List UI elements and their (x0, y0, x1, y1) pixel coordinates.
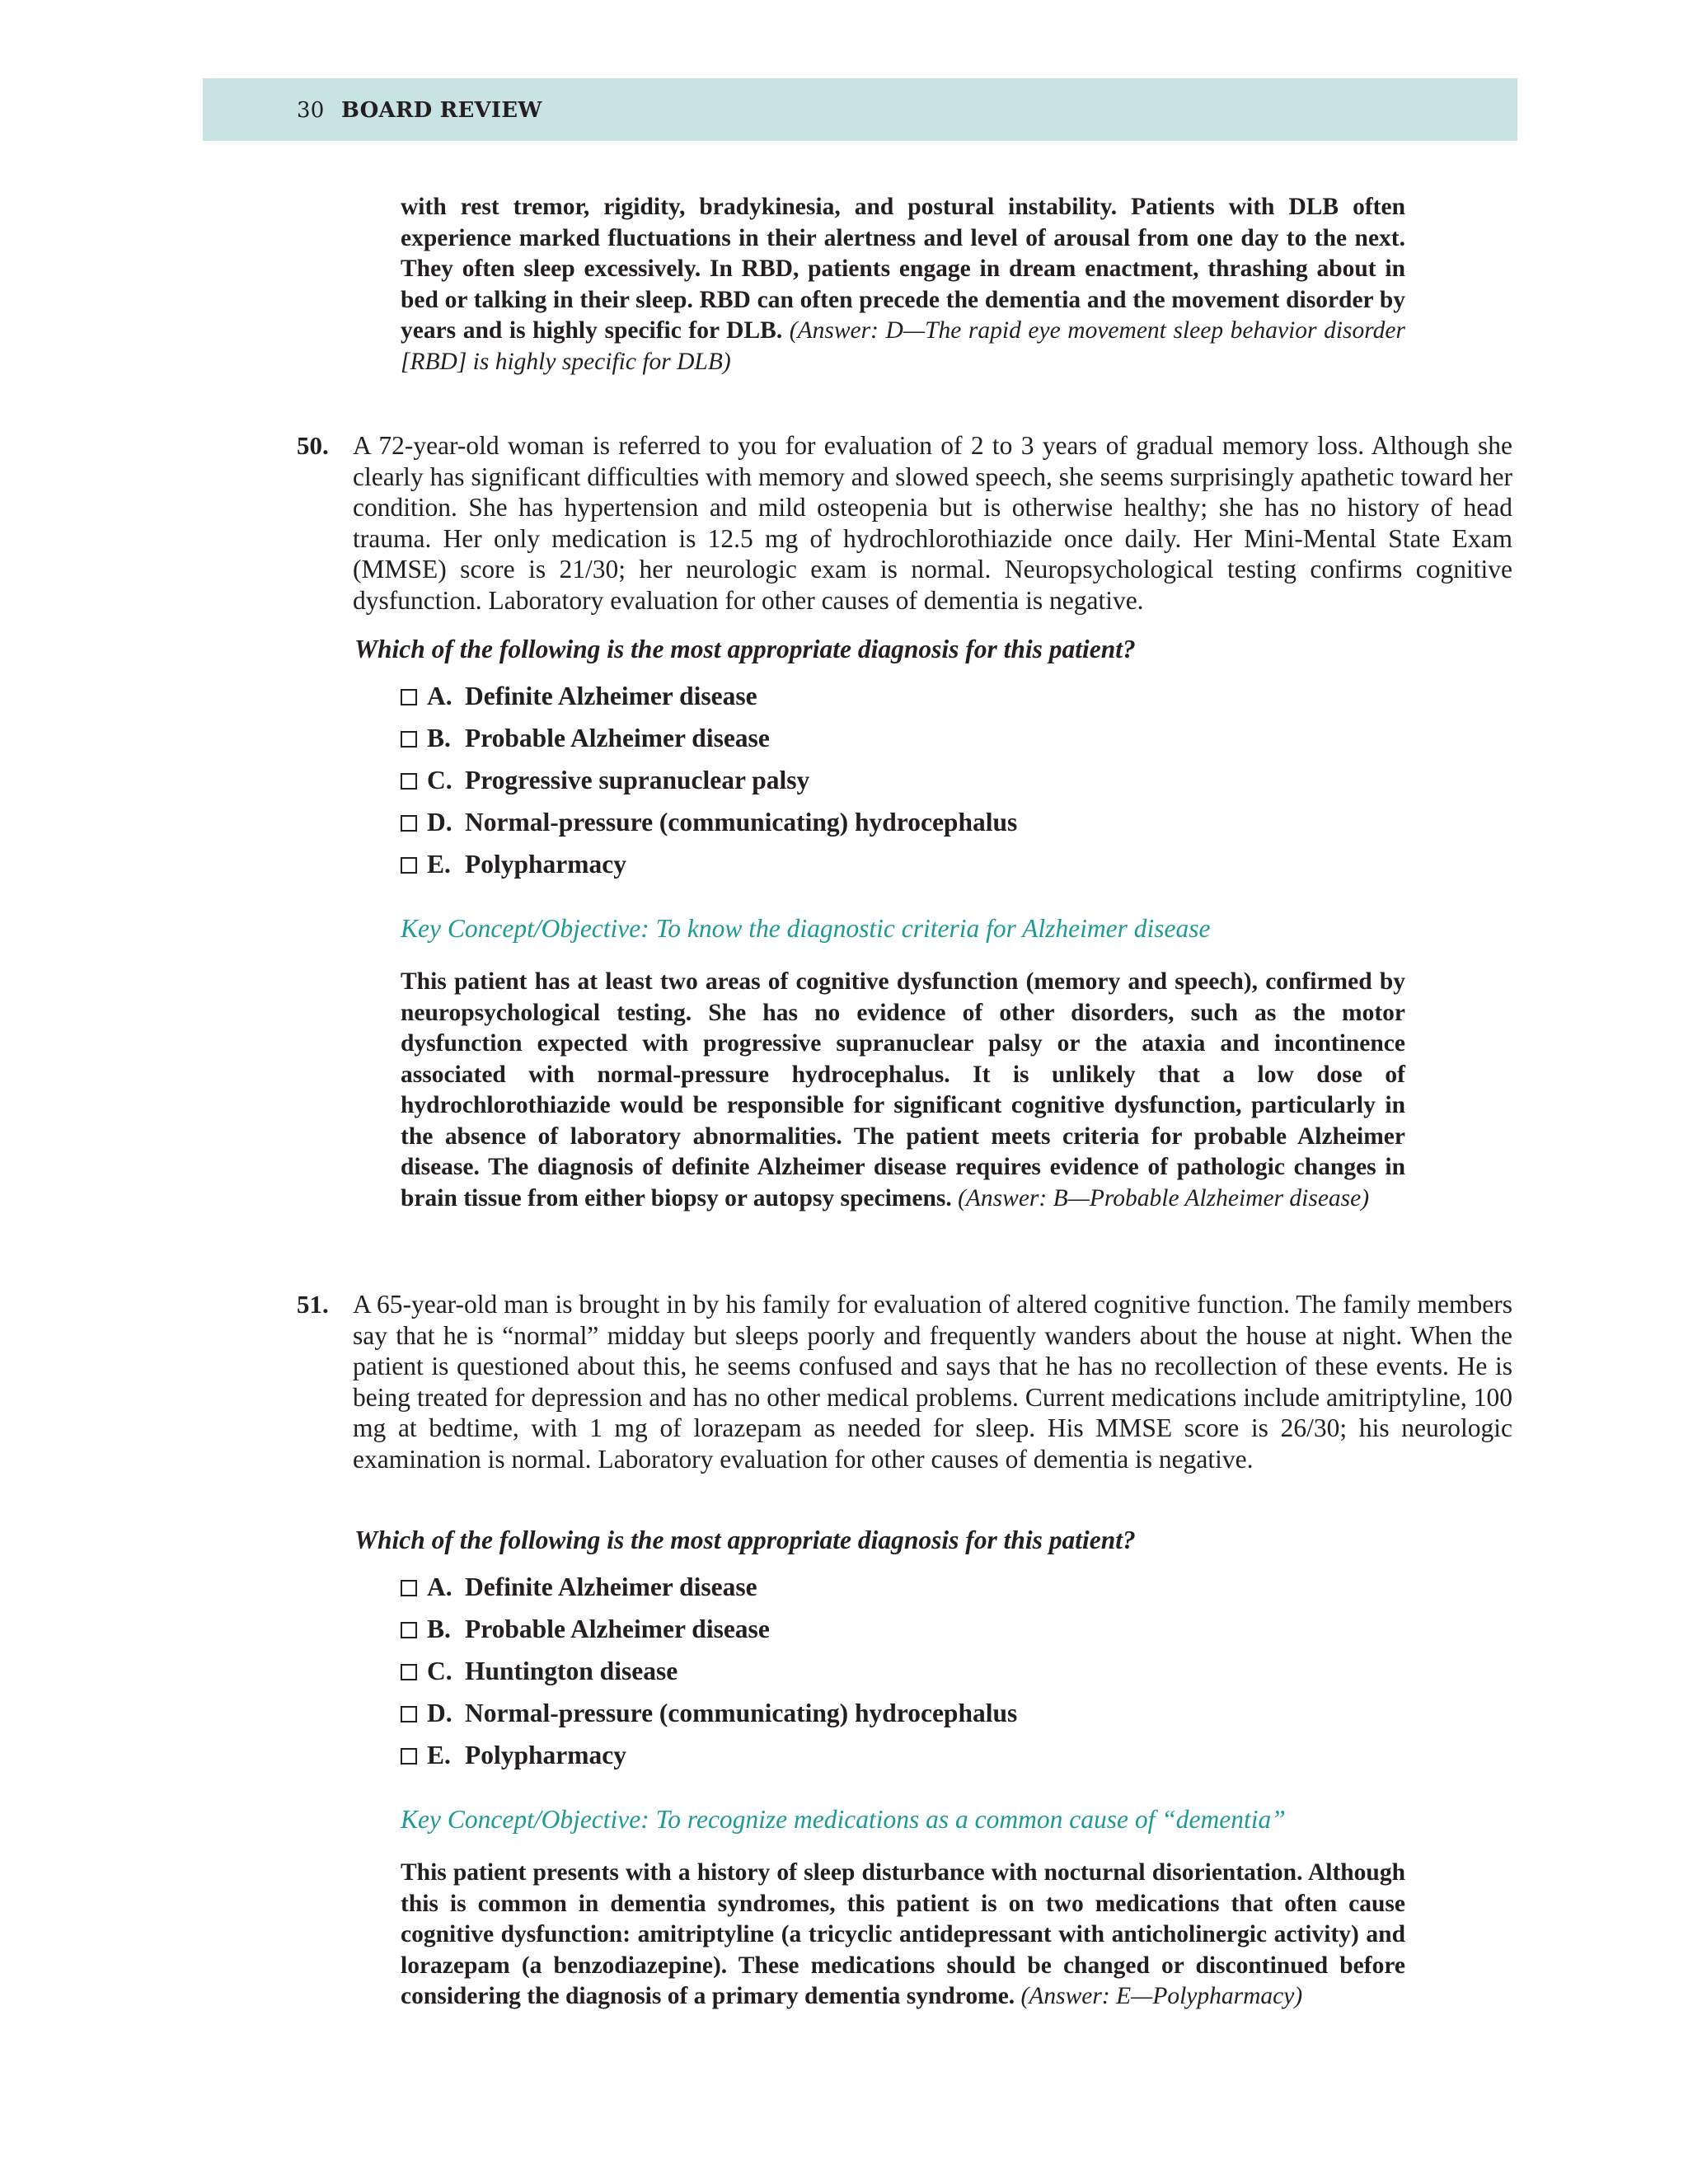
checkbox-icon[interactable] (401, 731, 417, 748)
option-d[interactable]: D. Normal-pressure (communicating) hydrocephalus (401, 1698, 1390, 1740)
answer-text: (Answer: D—The rapid eye movement sleep behavior disorder [RBD] is highly specific for DLB) (401, 317, 1405, 375)
checkbox-icon[interactable] (401, 773, 417, 790)
checkbox-icon[interactable] (401, 815, 417, 832)
option-d[interactable]: D. Normal-pressure (communicating) hydrocephalus (401, 807, 1390, 849)
option-a[interactable]: A. Definite Alzheimer disease (401, 681, 1390, 723)
page-number: 30 (297, 98, 325, 123)
checkbox-icon[interactable] (401, 1580, 417, 1596)
key-concept: Key Concept/Objective: To know the diagnostic criteria for Alzheimer disease (401, 914, 1211, 943)
question-stem: A 65-year-old man is brought in by his family for evaluation of altered cognitive function. The family members say that he is “normal” midday but sleeps poorly and frequently wanders about the house at night. When the patient is questioned about this, he seems confused and says that he has no recollection of these events. He is being treated for depression and has no other medical problems. Current medications include amitriptyline, 100 mg at bedtime, with 1 mg of lorazepam as needed for sleep. His MMSE score is 26/30; his neurologic examination is normal. Laboratory evaluation for other causes of dementia is negative. (353, 1290, 1512, 1474)
checkbox-icon[interactable] (401, 1664, 417, 1680)
answer-text: (Answer: E—Polypharmacy) (1020, 1983, 1303, 2009)
option-c[interactable]: C. Progressive supranuclear palsy (401, 765, 1390, 807)
checkbox-icon[interactable] (401, 1748, 417, 1765)
checkbox-icon[interactable] (401, 1706, 417, 1722)
explanation-text: This patient presents with a history of sleep disturbance with nocturnal disorientation. Although this is common in dementia syndromes, this patient is on two medications that often cause cognitive dysfunction: amitriptyline (a tricyclic antidepressant with anticholinergic activity) and lorazepam (a benzodiazepine). These medications should be changed or discontinued before considering the diagnosis of a primary dementia syndrome. (401, 1859, 1405, 2009)
option-c[interactable]: C. Huntington disease (401, 1656, 1390, 1698)
question-number: 51. (297, 1290, 329, 1319)
previous-answer-explanation (401, 192, 1405, 377)
answer-text: (Answer: B—Probable Alzheimer disease) (958, 1184, 1370, 1212)
question-prompt: Which of the following is the most appropriate diagnosis for this patient? (354, 1526, 1136, 1554)
question-stem: A 72-year-old woman is referred to you for evaluation of 2 to 3 years of gradual memory loss. Although she clearly has significant difficulties with memory and slowed speech, she seems surprisingly apathetic toward her condition. She has hypertension and mild osteopenia but is otherwise healthy; she has no history of head trauma. Her only medication is 12.5 mg of hydrochlorothiazide once daily. Her Mini-Mental State Exam (MMSE) score is 21/30; her neurologic exam is normal. Neuropsychological testing confirms cognitive dysfunction. Laboratory evaluation for other causes of dementia is negative. (353, 431, 1512, 615)
option-a[interactable]: A. Definite Alzheimer disease (401, 1572, 1390, 1614)
option-b[interactable]: B. Probable Alzheimer disease (401, 1614, 1390, 1656)
option-e[interactable]: E. Polypharmacy (401, 849, 1390, 891)
answer-explanation (401, 967, 1405, 1214)
question-prompt: Which of the following is the most appropriate diagnosis for this patient? (354, 635, 1136, 663)
explanation-text: This patient has at least two areas of cognitive dysfunction (memory and speech), confirmed by neuropsychological testing. She has no evidence of other disorders, such as the motor dysfunction expected with progressive supranuclear palsy or the ataxia and incontinence associated with normal-pressure hydrocephalus. It is unlikely that a low dose of hydrochlorothiazide would be responsible for significant cognitive dysfunction, particularly in the absence of laboratory abnormalities. The patient meets criteria for probable Alzheimer disease. The diagnosis of definite Alzheimer disease requires evidence of pathologic changes in brain tissue from either biopsy or autopsy specimens. (401, 968, 1405, 1212)
answer-options (401, 1572, 1390, 1782)
checkbox-icon[interactable] (401, 1622, 417, 1638)
explanation-text: with rest tremor, rigidity, bradykinesia, and postural instability. Patients with DLB often experience marked fluctuations in their alertness and level of arousal from one day to the next. They often sleep excessively. In RBD, patients engage in dream enactment, thrashing about in bed or talking in their sleep. RBD can often precede the dementia and the movement disorder by years and is highly specific for DLB. (401, 194, 1405, 344)
header-text (297, 97, 542, 124)
question-number: 50. (297, 431, 329, 460)
checkbox-icon[interactable] (401, 857, 417, 874)
option-e[interactable]: E. Polypharmacy (401, 1740, 1390, 1782)
option-b[interactable]: B. Probable Alzheimer disease (401, 723, 1390, 765)
answer-explanation (401, 1858, 1405, 2013)
answer-options (401, 681, 1390, 891)
checkbox-icon[interactable] (401, 689, 417, 705)
section-title: BOARD REVIEW (340, 98, 542, 123)
key-concept: Key Concept/Objective: To recognize medications as a common cause of “dementia” (401, 1805, 1286, 1834)
